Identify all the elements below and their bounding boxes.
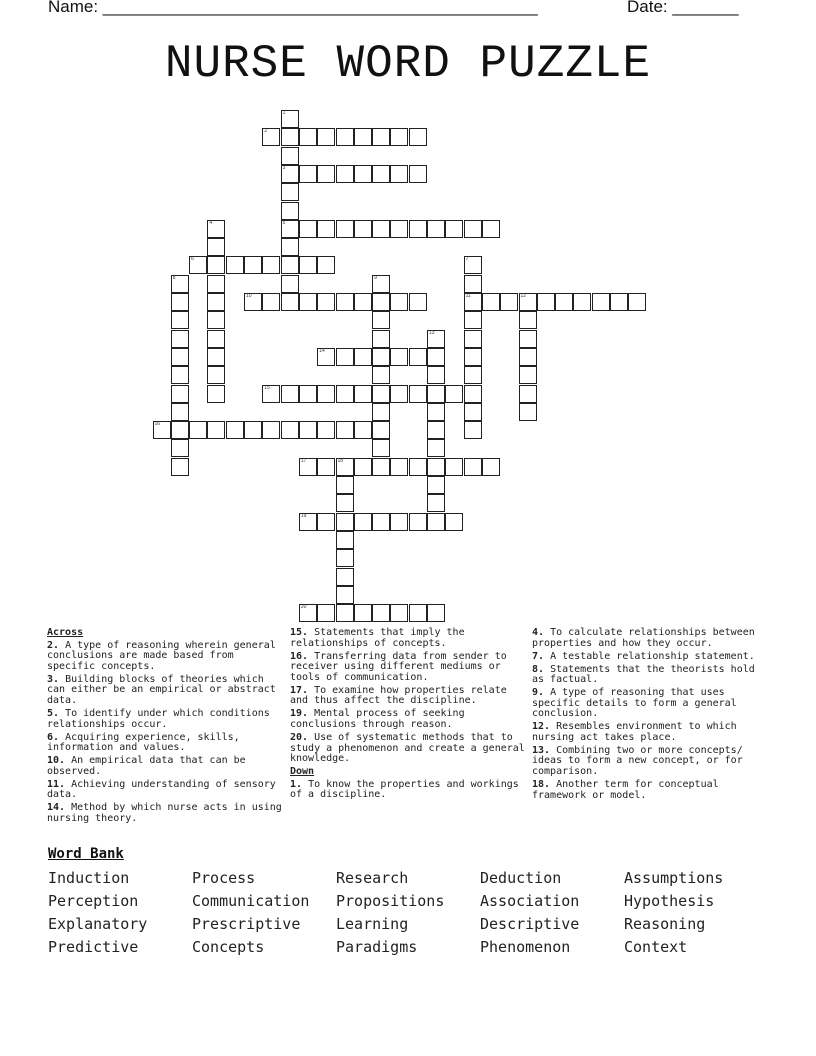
crossword-cell[interactable] <box>171 421 189 439</box>
crossword-cell[interactable] <box>409 128 427 146</box>
crossword-cell[interactable] <box>317 220 335 238</box>
clue-text: A type of reasoning that uses specific details to form a general conclusion. <box>532 687 737 720</box>
crossword-cell[interactable] <box>409 293 427 311</box>
clue-number: 12 <box>520 293 527 299</box>
clue-item <box>47 709 283 730</box>
clue-number: 11 <box>465 293 471 299</box>
crossword-cell[interactable] <box>262 293 280 311</box>
clue-number-label: 7. <box>532 650 545 662</box>
clue-number-label: 1. <box>290 778 303 790</box>
crossword-cell[interactable] <box>372 439 390 457</box>
word-bank-word: Concepts <box>192 938 265 956</box>
word-bank-word: Reasoning <box>624 915 706 933</box>
clue-text: Another term for conceptual framework or model. <box>532 779 719 801</box>
word-bank-word: Process <box>192 869 256 887</box>
word-bank-word: Propositions <box>336 892 445 910</box>
clue-number: 19 <box>300 512 307 519</box>
crossword-cell[interactable] <box>336 421 354 439</box>
crossword-cell[interactable] <box>409 458 427 476</box>
crossword-cell[interactable] <box>281 385 299 403</box>
clue-item <box>290 652 526 684</box>
crossword-cell[interactable] <box>445 220 463 238</box>
crossword-cell[interactable] <box>336 385 354 403</box>
crossword-cell[interactable] <box>317 348 335 366</box>
crossword-cell[interactable] <box>427 330 445 348</box>
clue-text: Statements that the theorists hold as factual. <box>532 663 755 686</box>
clue-item <box>290 686 526 707</box>
crossword-cell[interactable] <box>207 421 225 439</box>
crossword-cell[interactable] <box>427 385 445 403</box>
crossword-cell[interactable] <box>336 531 354 549</box>
crossword-cell[interactable] <box>336 494 354 512</box>
crossword-cell[interactable] <box>354 421 372 439</box>
clue-item <box>290 780 526 801</box>
clues-column-2 <box>290 628 526 803</box>
crossword-cell[interactable] <box>207 311 225 329</box>
word-bank-word: Descriptive <box>480 915 580 933</box>
crossword-cell[interactable] <box>226 256 244 274</box>
clue-item <box>532 722 768 743</box>
crossword-cell[interactable] <box>299 128 317 146</box>
crossword-cell[interactable] <box>299 458 317 476</box>
clue-number-label: 6. <box>47 731 60 743</box>
clue-number-label: 17. <box>290 684 309 696</box>
clue-text: Combining two or more concepts/ ideas to form a new concept, or for comparison. <box>532 744 743 778</box>
clue-number-label: 12. <box>532 721 551 733</box>
crossword-cell[interactable] <box>281 147 299 165</box>
clue-number: 1 <box>282 110 286 116</box>
crossword-cell[interactable] <box>336 165 354 183</box>
crossword-cell[interactable] <box>464 275 482 293</box>
clue-number: 17 <box>300 457 307 464</box>
clue-number: 10 <box>246 293 252 299</box>
crossword-cell[interactable] <box>262 421 280 439</box>
crossword-cell[interactable] <box>519 385 537 403</box>
crossword-cell[interactable] <box>427 366 445 384</box>
crossword-cell[interactable] <box>336 458 354 476</box>
clue-number: 3 <box>282 164 286 171</box>
crossword-cell[interactable] <box>189 421 207 439</box>
crossword-cell[interactable] <box>445 385 463 403</box>
crossword-cell[interactable] <box>427 348 445 366</box>
clue-number-label: 2. <box>47 639 60 651</box>
crossword-cell[interactable] <box>390 293 408 311</box>
clue-number: 15 <box>264 384 270 391</box>
crossword-cell[interactable] <box>171 275 189 293</box>
clue-number-label: 10. <box>47 755 66 767</box>
crossword-cell[interactable] <box>537 293 555 311</box>
crossword-cell[interactable] <box>372 128 390 146</box>
clue-item <box>47 675 283 707</box>
crossword-cell[interactable] <box>336 549 354 567</box>
crossword-cell[interactable] <box>207 385 225 403</box>
name-line[interactable]: ______________________________________________ <box>102 0 538 16</box>
crossword-cell[interactable] <box>427 604 445 622</box>
crossword-cell[interactable] <box>336 513 354 531</box>
crossword-cell[interactable] <box>427 494 445 512</box>
crossword-cell[interactable] <box>519 403 537 421</box>
crossword-cell[interactable] <box>317 165 335 183</box>
crossword-cell[interactable] <box>464 421 482 439</box>
crossword-cell[interactable] <box>336 128 354 146</box>
crossword-cell[interactable] <box>628 293 646 311</box>
crossword-cell[interactable] <box>482 293 500 311</box>
crossword-cell[interactable] <box>336 476 354 494</box>
crossword-cell[interactable] <box>226 421 244 439</box>
crossword-cell[interactable] <box>464 458 482 476</box>
crossword-cell[interactable] <box>354 220 372 238</box>
clue-text: Use of systematic methods that to study a phenomenon and create a general knowledge. <box>290 731 525 765</box>
clue-item <box>290 709 526 730</box>
date-line[interactable]: _______ <box>672 0 739 16</box>
crossword-cell[interactable] <box>427 220 445 238</box>
crossword-cell[interactable] <box>445 513 463 531</box>
clue-number-label: 11. <box>47 778 66 790</box>
clue-item <box>47 780 283 801</box>
crossword-cell[interactable] <box>354 604 372 622</box>
clue-number: 6 <box>191 256 194 263</box>
crossword-cell[interactable] <box>281 202 299 220</box>
crossword-cell[interactable] <box>171 458 189 476</box>
crossword-cell[interactable] <box>372 275 390 293</box>
crossword-cell[interactable] <box>281 110 299 128</box>
crossword-cell[interactable] <box>171 311 189 329</box>
crossword-cell[interactable] <box>171 403 189 421</box>
clue-item <box>47 733 283 754</box>
clue-number-label: 16. <box>290 650 309 662</box>
crossword-cell[interactable] <box>299 513 317 531</box>
crossword-cell[interactable] <box>299 165 317 183</box>
clue-number-label: 5. <box>47 707 60 719</box>
clue-item <box>290 628 526 649</box>
word-bank-word: Association <box>480 892 580 910</box>
crossword-cell[interactable] <box>299 256 317 274</box>
crossword-cell[interactable] <box>390 165 408 183</box>
clue-item <box>532 628 768 649</box>
crossword-cell[interactable] <box>372 604 390 622</box>
word-bank-word: Perception <box>48 892 139 910</box>
crossword-cell[interactable] <box>372 421 390 439</box>
crossword-cell[interactable] <box>372 165 390 183</box>
crossword-cell[interactable] <box>372 220 390 238</box>
crossword-cell[interactable] <box>171 330 189 348</box>
clue-text: Acquiring experience, skills, information and values. <box>47 731 240 754</box>
crossword-cell[interactable] <box>207 348 225 366</box>
crossword-cell[interactable] <box>464 311 482 329</box>
clue-number: 7 <box>465 256 469 263</box>
clue-number-label: 15. <box>290 627 309 638</box>
crossword-cell[interactable] <box>519 330 537 348</box>
crossword-cell[interactable] <box>464 385 482 403</box>
crossword-cell[interactable] <box>317 421 335 439</box>
clue-text: Building blocks of theories which can either be an empirical or abstract data. <box>47 673 276 706</box>
clue-text: To examine how properties relate and thus affect the discipline. <box>290 684 507 707</box>
crossword-cell[interactable] <box>354 165 372 183</box>
crossword-cell[interactable] <box>409 513 427 531</box>
crossword-cell[interactable] <box>207 330 225 348</box>
clue-text: To identify under which conditions relationships occur. <box>47 707 270 730</box>
crossword-cell[interactable] <box>207 256 225 274</box>
crossword-cell[interactable] <box>262 385 280 403</box>
page-title: NURSE WORD PUZZLE <box>164 38 652 90</box>
crossword-cell[interactable] <box>555 293 573 311</box>
clue-number-label: 20. <box>290 731 309 743</box>
crossword-cell[interactable] <box>390 458 408 476</box>
crossword-cell[interactable] <box>299 293 317 311</box>
across-heading: Across <box>47 627 84 638</box>
clue-number-label: 4. <box>532 627 545 638</box>
crossword-cell[interactable] <box>207 238 225 256</box>
crossword-cell[interactable] <box>372 293 390 311</box>
crossword-cell[interactable] <box>171 385 189 403</box>
crossword-cell[interactable] <box>171 439 189 457</box>
clue-text: Achieving understanding of sensory data. <box>47 778 276 801</box>
down-heading: Down <box>290 766 315 778</box>
crossword-cell[interactable] <box>573 293 591 311</box>
crossword-cell[interactable] <box>519 311 537 329</box>
crossword-cell[interactable] <box>354 348 372 366</box>
clue-number-label: 9. <box>532 687 545 699</box>
crossword-cell[interactable] <box>244 421 262 439</box>
clue-text: Transferring data from sender to receiver using different mediums or tools of communication. <box>290 650 507 683</box>
crossword-cell[interactable] <box>207 275 225 293</box>
crossword-cell[interactable] <box>409 385 427 403</box>
clue-item <box>532 780 768 801</box>
crossword-cell[interactable] <box>281 421 299 439</box>
crossword-cell[interactable] <box>336 604 354 622</box>
crossword-cell[interactable] <box>409 348 427 366</box>
clue-number: 14 <box>319 347 325 354</box>
clue-text: To calculate relationships between properties and how they occur. <box>532 627 755 649</box>
crossword-cell[interactable] <box>390 348 408 366</box>
crossword-cell[interactable] <box>372 366 390 384</box>
crossword-cell[interactable] <box>299 385 317 403</box>
crossword-cell[interactable] <box>281 293 299 311</box>
word-bank-word: Explanatory <box>48 915 148 933</box>
clue-number-label: 19. <box>290 708 309 720</box>
crossword-cell[interactable] <box>519 293 537 311</box>
clue-item <box>532 652 768 663</box>
crossword-cell[interactable] <box>281 275 299 293</box>
crossword-cell[interactable] <box>336 348 354 366</box>
word-bank-title: Word Bank <box>48 846 124 862</box>
crossword-cell[interactable] <box>281 183 299 201</box>
crossword-cell[interactable] <box>299 421 317 439</box>
crossword-cell[interactable] <box>482 458 500 476</box>
clue-item <box>47 641 283 673</box>
clue-item <box>290 733 526 765</box>
clue-number: 13 <box>429 329 435 336</box>
crossword-cell[interactable] <box>171 348 189 366</box>
crossword-cell[interactable] <box>464 366 482 384</box>
clue-item <box>47 803 283 824</box>
crossword-cell[interactable] <box>390 128 408 146</box>
crossword-cell[interactable] <box>336 568 354 586</box>
crossword-cell[interactable] <box>500 293 518 311</box>
clue-text: Mental process of seeking conclusions through reason. <box>290 708 465 730</box>
crossword-cell[interactable] <box>592 293 610 311</box>
crossword-cell[interactable] <box>390 220 408 238</box>
crossword-cell[interactable] <box>207 220 225 238</box>
clue-number: 8 <box>172 274 176 281</box>
crossword-cell[interactable] <box>390 513 408 531</box>
word-bank-word: Induction <box>48 869 130 887</box>
crossword-cell[interactable] <box>281 220 299 238</box>
crossword-cell[interactable] <box>207 366 225 384</box>
crossword-cell[interactable] <box>427 439 445 457</box>
crossword-cell[interactable] <box>354 128 372 146</box>
crossword-cell[interactable] <box>409 220 427 238</box>
clue-number: 20 <box>300 604 307 611</box>
word-bank-word: Context <box>624 938 688 956</box>
clue-item <box>532 665 768 686</box>
crossword-cell[interactable] <box>281 165 299 183</box>
clue-text: An empirical data that can be observed. <box>47 755 246 777</box>
crossword-cell[interactable] <box>336 220 354 238</box>
crossword-cell[interactable] <box>153 421 171 439</box>
crossword-cell[interactable] <box>299 220 317 238</box>
crossword-cell[interactable] <box>299 604 317 622</box>
word-bank-word: Predictive <box>48 938 139 956</box>
crossword-cell[interactable] <box>427 403 445 421</box>
crossword-cell[interactable] <box>171 293 189 311</box>
clue-number: 16 <box>154 421 161 428</box>
word-bank-word: Learning <box>336 915 409 933</box>
clue-text: A testable relationship statement. <box>544 650 755 662</box>
clue-number: 2 <box>264 128 268 135</box>
crossword-cell[interactable] <box>354 513 372 531</box>
crossword-cell[interactable] <box>427 476 445 494</box>
word-bank-word: Assumptions <box>624 869 724 887</box>
crossword-cell[interactable] <box>262 256 280 274</box>
crossword-cell[interactable] <box>464 293 482 311</box>
crossword-cell[interactable] <box>445 458 463 476</box>
crossword-cell[interactable] <box>317 604 335 622</box>
crossword-cell[interactable] <box>317 458 335 476</box>
crossword-cell[interactable] <box>262 128 280 146</box>
crossword-cell[interactable] <box>281 128 299 146</box>
crossword-cell[interactable] <box>464 220 482 238</box>
crossword-cell[interactable] <box>372 403 390 421</box>
word-bank-word: Paradigms <box>336 938 418 956</box>
crossword-cell[interactable] <box>464 403 482 421</box>
crossword-cell[interactable] <box>336 586 354 604</box>
crossword-cell[interactable] <box>464 348 482 366</box>
clue-item <box>47 756 283 777</box>
crossword-cell[interactable] <box>409 604 427 622</box>
crossword-cell[interactable] <box>427 458 445 476</box>
crossword-cell[interactable] <box>244 256 262 274</box>
crossword-cell[interactable] <box>281 256 299 274</box>
word-bank-word: Deduction <box>480 869 562 887</box>
clues-column-1 <box>47 628 283 827</box>
crossword-cell[interactable] <box>409 165 427 183</box>
crossword-cell[interactable] <box>317 128 335 146</box>
clue-text: A type of reasoning wherein general conclusions are made based from specific concepts. <box>47 639 276 672</box>
crossword-cell[interactable] <box>464 256 482 274</box>
crossword-cell[interactable] <box>317 256 335 274</box>
crossword-cell[interactable] <box>390 604 408 622</box>
name-label: Name: <box>48 0 103 16</box>
crossword-cell[interactable] <box>281 238 299 256</box>
clues-column-3 <box>532 628 768 804</box>
crossword-cell[interactable] <box>372 330 390 348</box>
word-bank-word: Phenomenon <box>480 938 571 956</box>
clue-number: 9 <box>374 274 377 281</box>
clue-number-label: 13. <box>532 744 551 756</box>
clue-number: 4 <box>209 219 213 226</box>
clue-number: 18 <box>337 457 344 464</box>
crossword-cell[interactable] <box>189 256 207 274</box>
crossword-cell[interactable] <box>610 293 628 311</box>
crossword-cell[interactable] <box>372 385 390 403</box>
word-bank-word: Hypothesis <box>624 892 715 910</box>
crossword-cell[interactable] <box>317 385 335 403</box>
crossword-cell[interactable] <box>427 513 445 531</box>
clue-number-label: 8. <box>532 663 545 675</box>
word-bank-word: Prescriptive <box>192 915 301 933</box>
crossword-cell[interactable] <box>464 330 482 348</box>
clue-number-label: 14. <box>47 802 66 814</box>
crossword-cell[interactable] <box>482 220 500 238</box>
word-bank-word: Research <box>336 869 409 887</box>
clue-text: Method by which nurse acts in using nursing theory. <box>47 802 282 824</box>
word-bank-word: Communication <box>192 892 310 910</box>
clue-number: 5 <box>282 219 286 226</box>
crossword-cell[interactable] <box>519 366 537 384</box>
crossword-cell[interactable] <box>317 293 335 311</box>
clue-text: Statements that imply the relationships of concepts. <box>290 627 465 649</box>
crossword-cell[interactable] <box>372 458 390 476</box>
clue-text: Resembles environment to which nursing act takes place. <box>532 721 737 743</box>
crossword-cell[interactable] <box>390 385 408 403</box>
crossword-cell[interactable] <box>372 311 390 329</box>
crossword-cell[interactable] <box>372 348 390 366</box>
clue-number-label: 3. <box>47 673 60 685</box>
crossword-cell[interactable] <box>519 348 537 366</box>
crossword-cell[interactable] <box>171 366 189 384</box>
clue-item <box>532 746 768 778</box>
crossword-cell[interactable] <box>207 293 225 311</box>
crossword-cell[interactable] <box>427 421 445 439</box>
crossword-cell[interactable] <box>354 458 372 476</box>
clue-number-label: 18. <box>532 779 551 791</box>
crossword-cell[interactable] <box>244 293 262 311</box>
clue-item <box>532 688 768 720</box>
crossword-cell[interactable] <box>317 513 335 531</box>
date-label: Date: <box>627 0 673 16</box>
crossword-cell[interactable] <box>336 293 354 311</box>
crossword-cell[interactable] <box>354 385 372 403</box>
crossword-cell[interactable] <box>372 513 390 531</box>
clue-text: To know the properties and workings of a discipline. <box>290 778 519 801</box>
crossword-cell[interactable] <box>354 293 372 311</box>
